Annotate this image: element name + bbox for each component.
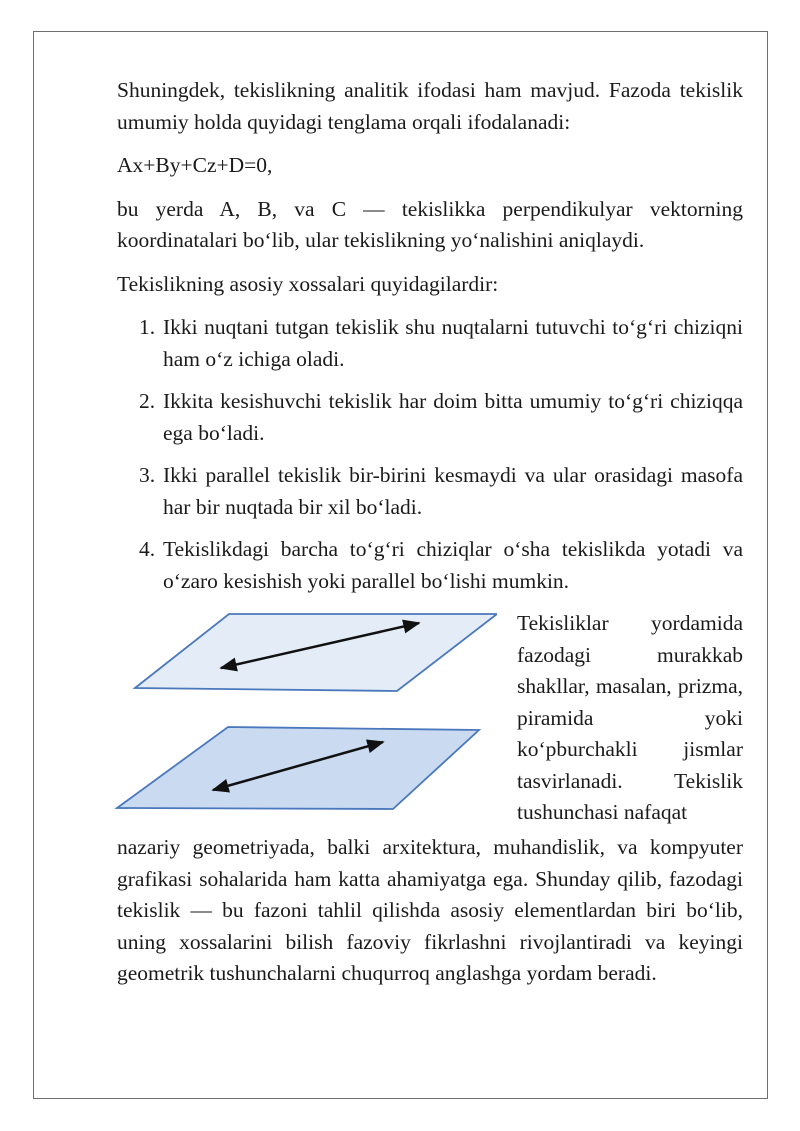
list-text: Ikkita kesishuvchi tekislik har doim bitta umumiy to‘g‘ri chiziqqa ega bo‘ladi. (163, 389, 743, 445)
list-text: Ikki parallel tekislik bir-birini kesmaydi va ular orasidagi masofa har bir nuqtada bir xil bo‘ladi. (163, 463, 743, 519)
list-text: Tekislikdagi barcha to‘g‘ri chiziqlar o‘sha tekislikda yotadi va o‘zaro kesishish yoki parallel bo‘lishi mumkin. (163, 537, 743, 593)
equation: Ax+By+Cz+D=0, (117, 153, 273, 177)
list-item (117, 534, 743, 597)
closing-paragraph: nazariy geometriyada, balki arxitektura, muhandislik, va kompyuter grafikasi sohalarida ham katta ahamiyatga ega. Shunday qilib, fazodagi tekislik — bu fazoni tahlil qilishda asosiy elementlardan biri bo‘lib, uning xossalarini bilish fazoviy fikrlashni rivojlantiradi va keyingi geometrik tushunchalarni chuqurroq anglashga yordam beradi. (117, 835, 743, 985)
list-text: Ikki nuqtani tutgan tekislik shu nuqtalarni tutuvchi to‘g‘ri chiziqni ham o‘z ichiga oladi. (163, 315, 743, 371)
explanation-paragraph: bu yerda A, B, va C — tekislikka perpendikulyar vektorning koordinatalari bo‘lib, ular tekislikning yo‘nalishini aniqlaydi. (117, 196, 743, 252)
list-number: 1. (139, 315, 156, 339)
document-body (117, 75, 743, 1002)
list-number: 3. (139, 463, 156, 487)
parallel-planes-figure (113, 612, 497, 824)
properties-intro: Tekislikning asosiy xossalari quyidagilardir: (117, 271, 499, 296)
list-item (117, 386, 743, 449)
side-paragraph: Tekisliklar yordamida fazodagi murakkab shakllar, masalan, prizma, piramida yoki ko‘pburchakli jismlar tasvirlanadi. Tekislik tushunchasi nafaqat (517, 611, 743, 824)
list-number: 4. (139, 537, 156, 561)
figure-section (117, 608, 743, 832)
properties-list (117, 312, 743, 597)
top-plane (135, 614, 497, 691)
list-number: 2. (139, 389, 156, 413)
bottom-plane (117, 727, 479, 809)
intro-paragraph: Shuningdek, tekislikning analitik ifodasi ham mavjud. Fazoda tekislik umumiy holda quyidagi tenglama orqali ifodalanadi: (117, 78, 743, 134)
list-item (117, 460, 743, 523)
list-item (117, 312, 743, 375)
